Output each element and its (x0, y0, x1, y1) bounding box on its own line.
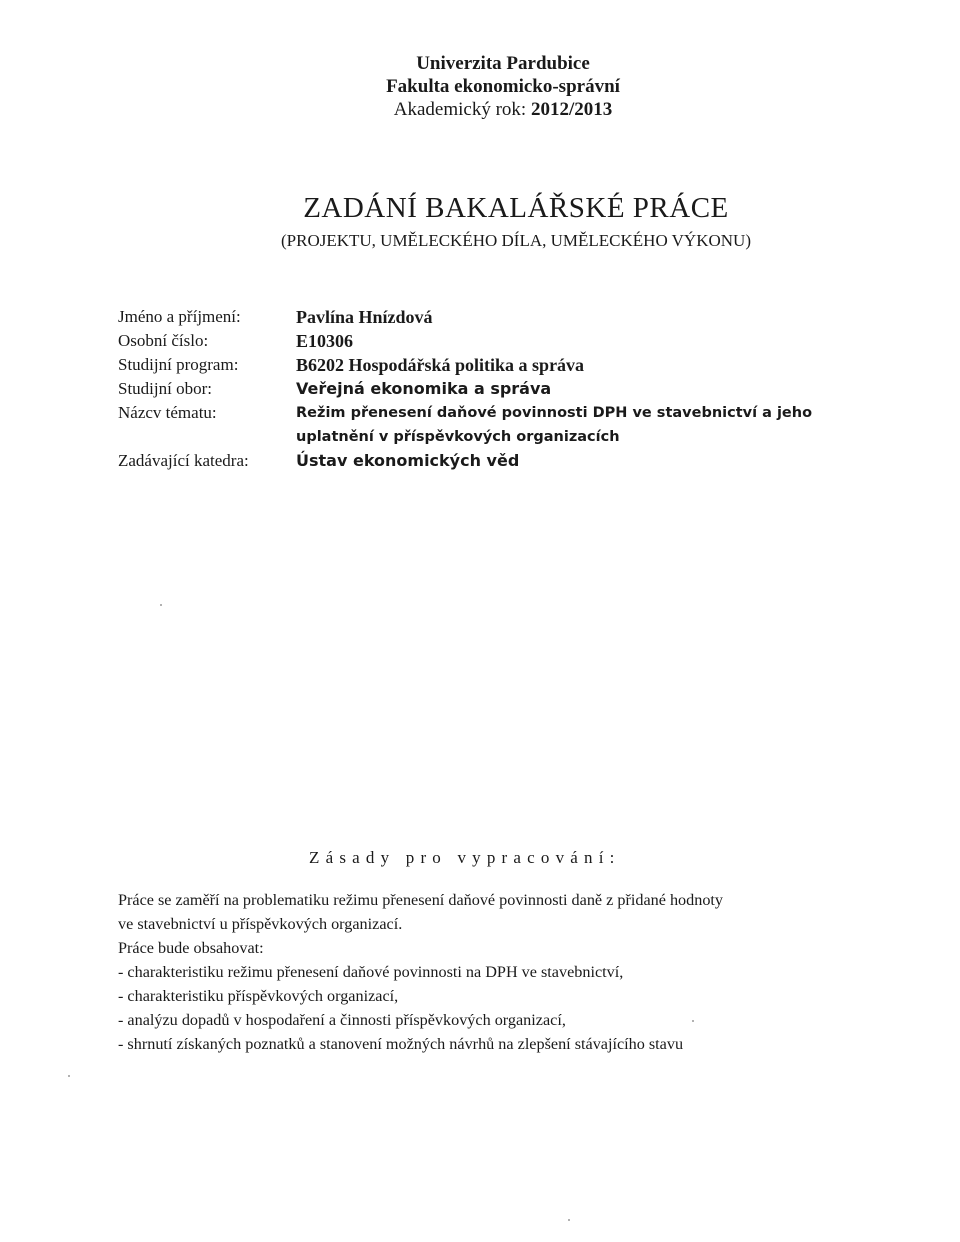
principles-heading: Zásady pro vypracování: (309, 848, 621, 867)
id-label: Osobní číslo: (118, 331, 209, 350)
field-label: Studijní obor: (118, 379, 212, 398)
field-row-id (118, 329, 918, 353)
scan-speck (692, 1020, 694, 1022)
topic-value-line1: Režim přenesení daňové povinnosti DPH ve stavebnictví a jeho (296, 405, 813, 421)
name-label: Jméno a příjmení: (118, 307, 241, 326)
department-value: Ústav ekonomických věd (296, 451, 520, 470)
field-row-department (118, 449, 918, 473)
academic-year-value: 2012/2013 (530, 99, 613, 120)
academic-year (0, 98, 960, 121)
program-label: Studijní program: (118, 355, 239, 374)
principles-item-1: - charakteristiku režimu přenesení daňové povinnosti na DPH ve stavebnictví, (118, 963, 624, 981)
field-row-topic (118, 401, 918, 449)
scan-speck (68, 1075, 70, 1077)
assignment-title-block (0, 190, 960, 252)
faculty-name: Fakulta ekonomicko-správní (386, 76, 620, 97)
academic-year-label: Akademický rok: (393, 99, 527, 120)
name-value: Pavlína Hnízdová (296, 307, 433, 327)
assignment-title: ZADÁNÍ BAKALÁŘSKÉ PRÁCE (303, 192, 729, 224)
university-name: Univerzita Pardubice (416, 53, 590, 74)
field-row-field (118, 377, 918, 401)
department-label: Zadávající katedra: (118, 451, 249, 470)
program-value: B6202 Hospodářská politika a správa (296, 355, 585, 375)
principles-intro-line2: ve stavebnictví u příspěvkových organizací. (118, 915, 403, 933)
document-header (0, 52, 960, 121)
topic-value-line2: uplatnění v příspěvkových organizacích (296, 429, 620, 445)
topic-label: Názcv tématu: (118, 403, 217, 422)
principles-contains: Práce bude obsahovat: (118, 939, 264, 957)
scan-speck (568, 1219, 570, 1221)
principles-intro-line1: Práce se zaměří na problematiku režimu přenesení daňové povinnosti daně z přidané hodnoty (118, 891, 724, 909)
field-value: Veřejná ekonomika a správa (296, 379, 552, 398)
field-row-program (118, 353, 918, 377)
principles-item-4: - shrnutí získaných poznatků a stanovení možných návrhů na zlepšení stávajícího stavu (118, 1035, 684, 1053)
principles-item-3: - analýzu dopadů v hospodaření a činnosti příspěvkových organizací, (118, 1011, 566, 1029)
field-row-name (118, 305, 918, 329)
scan-speck (160, 604, 162, 606)
assignment-subtitle: (PROJEKTU, UMĚLECKÉHO DÍLA, UMĚLECKÉHO VÝKONU) (281, 231, 751, 250)
principles-item-2: - charakteristiku příspěvkových organizací, (118, 987, 399, 1005)
id-value: E10306 (296, 331, 354, 351)
topic-value (296, 401, 812, 449)
principles-body (118, 888, 898, 1056)
student-info (118, 305, 918, 473)
